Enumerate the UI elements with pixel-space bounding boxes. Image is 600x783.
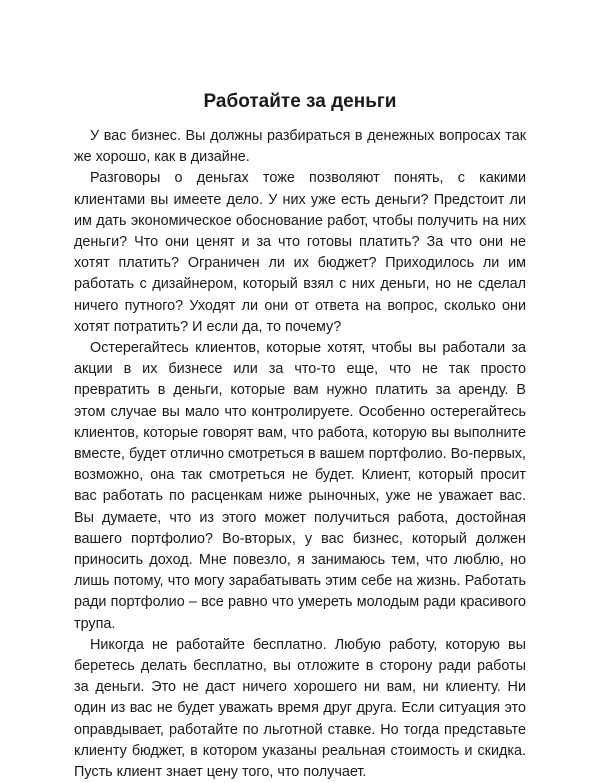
paragraph-3: Остерегайтесь клиентов, которые хотят, чтобы вы работали за акции в их бизнесе или за что-то еще, что не так просто превратить в деньги, которые вам нужно платить за аренду. В этом случае вы мало что контролируете. Особенно остерегайтесь клиентов, которые говорят вам, что работа, которую вы выполните вместе, будет отлично смотреться в вашем портфолио. Во-первых, возможно, она так смотреться не будет. Клиент, который просит вас работать по расценкам ниже рыночных, уже не уважает вас. Вы думаете, что из этого может получиться работа, достойная вашего портфолио? Во-вторых, у вас бизнес, который должен приносить доход. Мне повезло, я занимаюсь тем, что люблю, но лишь потому, что могу зарабатывать этим себе на жизнь. Работать ради портфолио – все равно что умереть молодым ради красивого трупа. xyxy=(74,340,526,632)
paragraph-4: Никогда не работайте бесплатно. Любую работу, которую вы беретесь делать бесплатно, вы отложите в сторону ради работы за деньги. Это не даст ничего хорошего ни вам, ни клиенту. Ни один из вас не будет уважать время друг друга. Если ситуация это оправдывает, работайте по льготной ставке. Но тогда представьте клиенту бюджет, в котором указаны реальная стоимость и скидка. Пусть клиент знает цену того, что получает. xyxy=(74,636,526,781)
paragraph-2: Разговоры о деньгах тоже позволяют понять, с какими клиентами вы имеете дело. У них уже есть деньги? Предстоит ли им дать экономическое обоснование работ, чтобы получить на них деньги? Что они ценят и за что готовы платить? За что они не хотят платить? Ограничен ли их бюджет? Приходилось ли им работать с дизайнером, который взял с них деньги, но не сделал ничего путного? Уходят ли они от ответа на вопрос, сколько они хотят потратить? И если да, то почему? xyxy=(74,170,526,335)
paragraph-1: У вас бизнес. Вы должны разбираться в денежных вопросах так же хорошо, как в дизайне. xyxy=(74,128,526,166)
page-content xyxy=(74,90,526,783)
page-title: Работайте за деньги xyxy=(203,91,397,112)
